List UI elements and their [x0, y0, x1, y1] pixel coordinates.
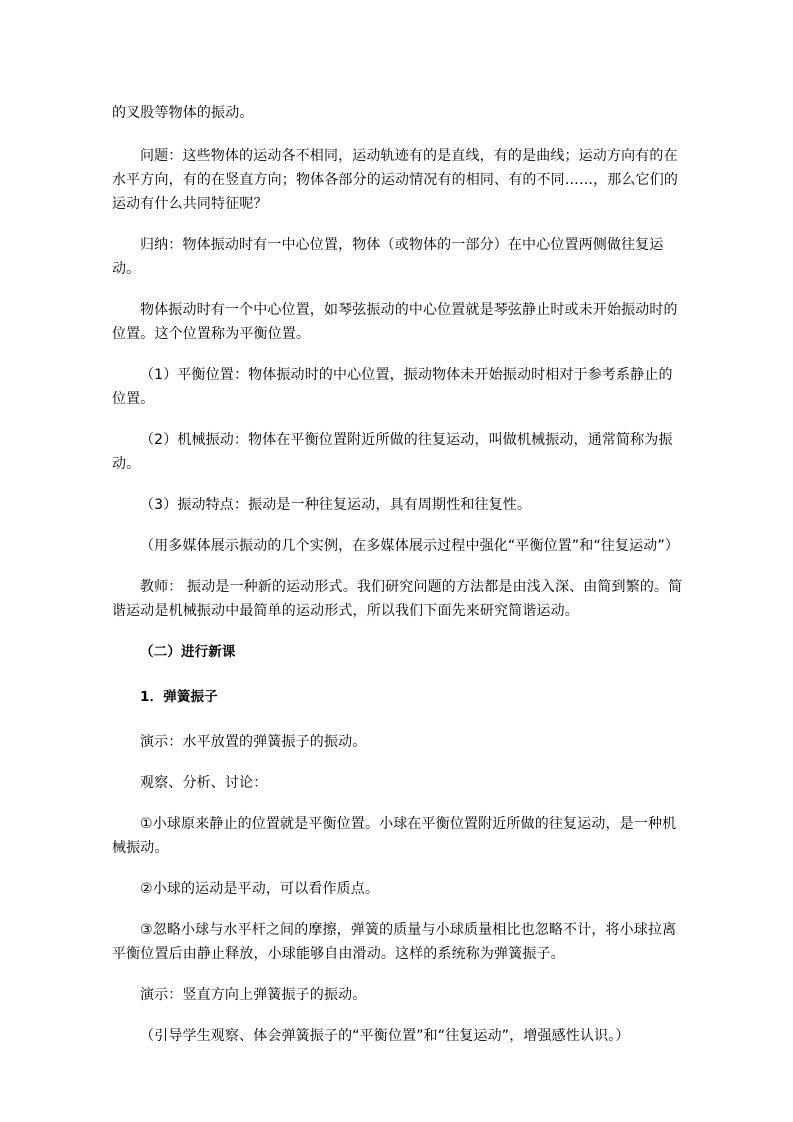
paragraph-observe: 观察、分析、讨论：	[140, 775, 268, 791]
paragraph-point-1: ①小球原来静止的位置就是平衡位置。小球在平衡位置附近所做的往复运动，是一种机械振动。	[112, 816, 677, 856]
paragraph-vibration-features: （3）振动特点：振动是一种往复运动，具有周期性和往复性。	[140, 497, 532, 513]
subsection-heading-spring-oscillator: 1．弹簧振子	[140, 689, 218, 705]
paragraph-teacher: 教师： 振动是一种新的运动形式。我们研究问题的方法都是由浅入深、由简到繁的。简谐运动是机械振动中最简单的运动形式，所以我们下面先来研究简谐运动。	[112, 579, 683, 619]
paragraph-point-3: ③忽略小球与水平杆之间的摩擦，弹簧的质量与小球质量相比也忽略不计，将小球拉离平衡位置后由静止释放，小球能够自由滑动。这样的系统称为弹簧振子。	[112, 922, 677, 962]
section-heading-new-lesson: （二）进行新课	[140, 644, 236, 660]
paragraph-point-2: ②小球的运动是平动，可以看作质点。	[140, 881, 380, 897]
paragraph-question: 问题：这些物体的运动各不相同，运动轨迹有的是直线，有的是曲线；运动方向有的在水平方向，有的在竖直方向；物体各部分的运动情况有的相同、有的不同……，那么它们的运动有什么共同特征呢？	[112, 148, 678, 212]
document-body	[112, 101, 686, 1065]
paragraph-definition-equilibrium: （1）平衡位置：物体振动时的中心位置，振动物体未开始振动时相对于参考系静止的位置。	[112, 367, 673, 407]
paragraph-guidance-note: （引导学生观察、体会弹簧振子的“平衡位置”和“往复运动”，增强感性认识。）	[140, 1028, 630, 1044]
paragraph-equilibrium-intro: 物体振动时有一个中心位置，如琴弦振动的中心位置就是琴弦静止时或未开始振动时的位置。这个位置称为平衡位置。	[112, 302, 678, 342]
paragraph-definition-mechanical-vibration: （2）机械振动：物体在平衡位置附近所做的往复运动，叫做机械振动，通常简称为振动。	[112, 432, 673, 472]
paragraph-summary: 归纳：物体振动时有一中心位置，物体（或物体的一部分）在中心位置两侧做往复运动。	[112, 237, 664, 277]
paragraph-demo-vertical: 演示：竖直方向上弹簧振子的振动。	[140, 987, 367, 1003]
paragraph-demo-horizontal: 演示：水平放置的弹簧振子的振动。	[140, 734, 367, 750]
paragraph-multimedia-note: （用多媒体展示振动的几个实例，在多媒体展示过程中强化“平衡位置”和“往复运动”）	[140, 538, 680, 554]
paragraph-continuation: 的叉股等物体的振动。	[112, 105, 254, 121]
